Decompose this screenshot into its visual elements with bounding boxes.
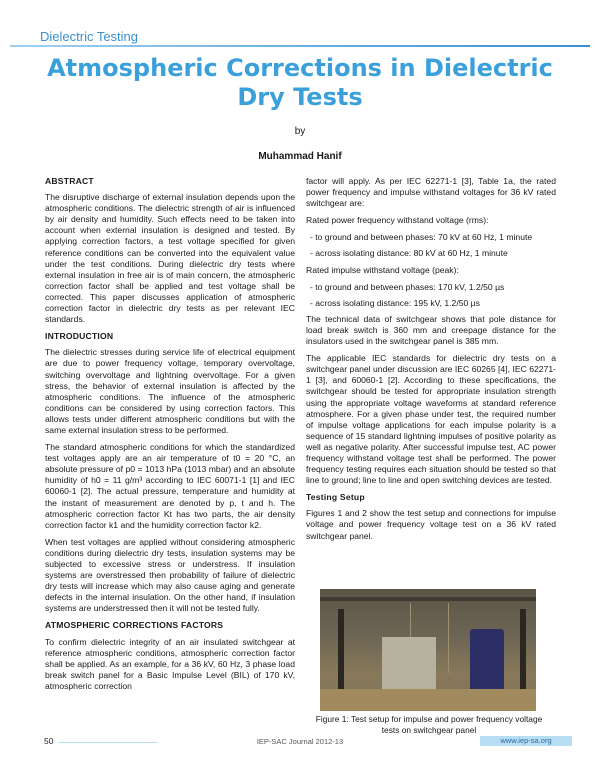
photo-floor bbox=[320, 689, 536, 711]
right-paragraph-1: factor will apply. As per IEC 62271-1 [3], Table 1a, the rated power frequency and impulse withstand voltages for 36 kV rated switchgear are: bbox=[306, 176, 556, 209]
journal-name: IEP-SAC Journal 2012-13 bbox=[256, 737, 344, 746]
power-frequency-item-2: - across isolating distance: 80 kV at 60 Hz, 1 minute bbox=[310, 248, 508, 259]
introduction-heading: INTRODUCTION bbox=[45, 331, 114, 342]
byline-by: by bbox=[294, 126, 306, 137]
correction-factors-paragraph: To confirm dielectric integrity of an air insulated switchgear at reference atmospheric conditions, atmospheric correction factor shall be applied. As an example, for a 36 kV, 60 Hz, 3 phase load break switch panel for a Basic Impulse Level (BIL) of 170 kV, atmospheric correction bbox=[45, 636, 295, 691]
photo-test-equipment bbox=[470, 629, 504, 693]
photo-frame-right bbox=[520, 609, 526, 699]
right-paragraph-2: The technical data of switchgear shows that pole distance for load break switch is 360 mm and creepage distance for the insulators used in the switchgear panel is 385 mm. bbox=[306, 313, 556, 347]
test-setup-photo bbox=[320, 589, 536, 711]
introduction-paragraph-2: The standard atmospheric conditions for which the standardized test voltages apply are an air temperature of t0 = 20 °C, an absolute pressure of p0 = 1013 hPa (1013 mbar) and an absolute humidity of h0 = 11 g/m³ according to IEC 60071-1 [1] and IEC 60060-1 [2]. The actual pressure, temperature and humidity at the instant of measurement are denoted by p, t and h. The atmospheric correction factor Kt has two parts, the air density correction factor k1 and the humidity correction factor k2. bbox=[45, 442, 295, 530]
abstract-text: The disruptive discharge of external insulation depends upon the atmospheric conditions. The dielectric strength of air is influenced by air density and humidity. Such effects need to be taken into account when external insulation is designed and tested. By applying correction factors, a test voltage specified for given reference conditions can be converted into the equivalent value under the test conditions. During dielectric dry tests where external insulation in free air is of main concern, the atmospheric correction factor shall be applied and test voltage shall be corrected. This paper discusses application of atmospheric correction factor in dielectric dry tests as per relevant IEC standards. bbox=[45, 192, 295, 325]
power-frequency-item-1: - to ground and between phases: 70 kV at 60 Hz, 1 minute bbox=[310, 232, 533, 243]
page-footer bbox=[0, 734, 600, 748]
introduction-paragraph-1: The dielectric stresses during service life of electrical equipment are due to power frequency voltage, temporary overvoltage, switching overvoltage and lightning overvoltage. For a given stress, the behavior of external insulation is affected by the atmospheric conditions. The influence of the atmospheric conditions can be considered by using correction factors. This allows tests under different atmospheric conditions but with the same external insulation stress to be performed. bbox=[45, 347, 295, 435]
photo-switchgear-panel bbox=[382, 637, 436, 695]
right-paragraph-3: The applicable IEC standards for dielectric dry tests on a switchgear panel under discussion are IEC 60265 [4], IEC 62271-1 [3], and 60060-1 [2]. According to these specifications, the switchgear should be tested for appropriate insulation strength using the appropriate voltage waveforms at standard reference atmosphere. For a given phase under test, the required number of impulse voltage applications for each impulse polarity is a sequence of 15 standard lightning impulses of positive polarity as well as negative polarity. After successful impulse test, AC power frequency withstand voltage test shall be performed. The power frequency testing requires each situation should be tested so that line to ground; line to line and open switching devices are tested. bbox=[306, 353, 556, 486]
section-rule bbox=[10, 45, 590, 47]
abstract-heading: ABSTRACT bbox=[45, 176, 94, 186]
page-number: 50 bbox=[44, 736, 54, 746]
testing-setup-paragraph: Figures 1 and 2 show the test setup and connections for impulse voltage and power frequency voltage test on a 36 kV rated switchgear panel. bbox=[306, 508, 556, 541]
author-name: Muhammad Hanif bbox=[258, 151, 342, 162]
introduction-paragraph-3: When test voltages are applied without considering atmospheric conditions during dielectric dry tests, insulation systems may be subjected to excessive stress or understress. If insulation systems are overstressed then probability of failure of dielectric dry tests will increase which may also cause aging and generate defects in the internal insulation. On the other hand, if insulation systems are understressed then it will not be tested fully. bbox=[45, 536, 295, 614]
testing-setup-heading: Testing Setup bbox=[306, 492, 365, 503]
section-tag: Dielectric Testing bbox=[40, 29, 139, 44]
figure-caption: Figure 1: Test setup for impulse and power frequency voltage tests on switchgear panel bbox=[315, 714, 543, 735]
impulse-item-2: - across isolating distance: 195 kV, 1.2/50 µs bbox=[310, 297, 480, 308]
article-title: Atmospheric Corrections in Dielectric Dry Tests bbox=[47, 54, 553, 111]
impulse-label: Rated impulse withstand voltage (peak): bbox=[306, 264, 459, 275]
website-link[interactable]: www.iep-sa.org bbox=[480, 736, 572, 746]
correction-factors-heading: ATMOSPHERIC CORRECTIONS FACTORS bbox=[45, 620, 224, 631]
right-column bbox=[306, 176, 556, 548]
photo-frame-left bbox=[338, 609, 344, 699]
left-column bbox=[45, 176, 295, 698]
impulse-item-1: - to ground and between phases: 170 kV, 1.2/50 µs bbox=[310, 281, 505, 292]
power-frequency-label: Rated power frequency withstand voltage (rms): bbox=[306, 215, 489, 226]
photo-cable bbox=[448, 603, 449, 673]
photo-beam bbox=[320, 597, 536, 601]
